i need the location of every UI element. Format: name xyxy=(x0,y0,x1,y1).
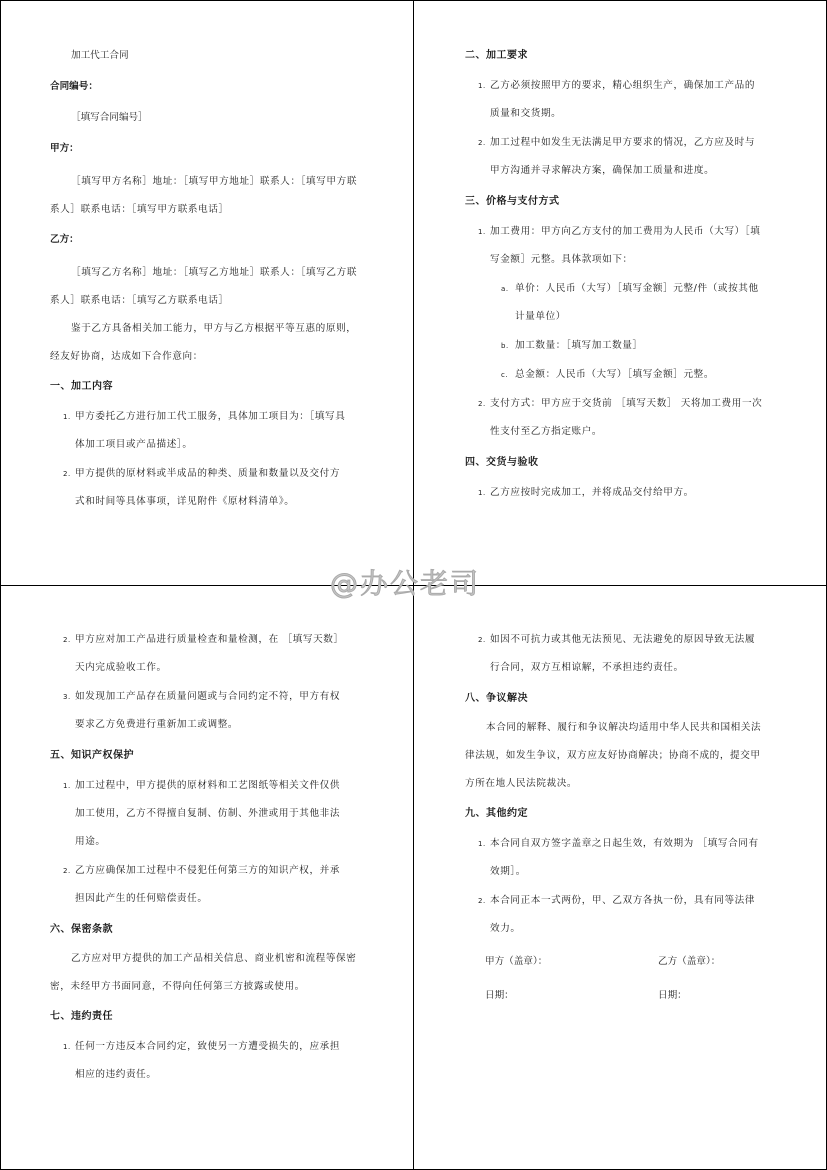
list-line: 性支付至乙方指定账户。 xyxy=(490,426,603,437)
list-line: 甲方应对加工产品进行质量检查和量检测，在 ［填写天数］ xyxy=(75,634,344,645)
page-top-right xyxy=(465,40,790,508)
list-line: 用途。 xyxy=(75,836,106,847)
party-a-label: 甲方： xyxy=(50,143,79,154)
section-4-item-3 xyxy=(50,683,375,739)
section-3-heading: 三、价格与支付方式 xyxy=(465,196,560,207)
sub-letter: a. xyxy=(501,285,509,293)
list-line: 写金额］元整。具体款项如下： xyxy=(490,254,633,265)
section-2-heading: 二、加工要求 xyxy=(465,50,528,61)
list-line: 单价：人民币（大写）［填写金额］元整/件（或按其他 xyxy=(515,283,759,294)
section-1-heading: 一、加工内容 xyxy=(50,381,113,392)
section-1-item-1 xyxy=(50,403,375,459)
list-number: 2. xyxy=(63,867,71,875)
list-number: 2. xyxy=(63,470,71,478)
list-line: 加工使用，乙方不得擅自复制、仿制、外泄或用于其他非法 xyxy=(75,808,341,819)
sub-letter: c. xyxy=(501,371,509,379)
list-line: 加工过程中，甲方提供的原材料和工艺图纸等相关文件仅供 xyxy=(75,780,341,791)
party-b-line1: ［填写乙方名称］地址：［填写乙方地址］联系人：［填写乙方联 xyxy=(71,267,358,278)
list-number: 3. xyxy=(63,693,71,701)
list-line: 甲方提供的原材料或半成品的种类、质量和数量以及交付方 xyxy=(75,468,341,479)
list-number: 2. xyxy=(478,400,486,408)
list-line: 相应的违约责任。 xyxy=(75,1069,157,1080)
contract-no-value: ［填写合同编号］ xyxy=(71,112,148,123)
list-line: 如因不可抗力或其他无法预见、无法避免的原因导致无法履 xyxy=(490,634,756,645)
party-a-line2: 系人］联系电话：［填写甲方联系电话］ xyxy=(50,204,229,215)
section-4-heading: 四、交货与验收 xyxy=(465,457,539,468)
list-line: 式和时间等具体事项，详见附件《原材料清单》。 xyxy=(75,496,295,507)
list-line: 乙方应确保加工过程中不侵犯任何第三方的知识产权，并承 xyxy=(75,865,341,876)
section-4-item-1 xyxy=(465,479,790,507)
list-number: 1. xyxy=(478,228,486,236)
section-7-item-2 xyxy=(465,626,790,682)
contract-no-label: 合同编号： xyxy=(50,81,98,92)
section-5-heading: 五、知识产权保护 xyxy=(50,750,134,761)
list-number: 1. xyxy=(63,782,71,790)
section-8-heading: 八、争议解决 xyxy=(465,693,528,704)
page-bottom-right xyxy=(465,625,790,1011)
list-line: 体加工项目或产品描述］。 xyxy=(75,439,193,450)
list-line: 任何一方违反本合同约定，致使另一方遭受损失的，应承担 xyxy=(75,1041,341,1052)
list-line: 天内完成验收工作。 xyxy=(75,662,167,673)
party-a-line1: ［填写甲方名称］地址：［填写甲方地址］联系人：［填写甲方联 xyxy=(71,176,358,187)
watermark-text: @办公老司 xyxy=(330,567,481,600)
list-number: 2. xyxy=(478,139,486,147)
list-line: 计量单位） xyxy=(515,311,566,322)
section-3-item-1 xyxy=(465,218,790,274)
section-3-subitem-b xyxy=(465,332,790,360)
list-line: 乙方必须按照甲方的要求，精心组织生产，确保加工产品的 xyxy=(490,80,756,91)
party-b-date-label: 日期： xyxy=(658,990,687,1001)
section-8-body xyxy=(465,714,790,798)
section-6-line1: 乙方应对甲方提供的加工产品相关信息、商业机密和流程等保密 xyxy=(71,953,357,964)
list-line: 行合同，双方互相谅解，不承担违约责任。 xyxy=(490,662,684,673)
party-a-info xyxy=(50,168,375,224)
date-row xyxy=(465,981,790,1011)
list-line: 乙方应按时完成加工，并将成品交付给甲方。 xyxy=(490,487,694,498)
section-7-heading: 七、违约责任 xyxy=(50,1011,113,1022)
section-1-item-2 xyxy=(50,460,375,516)
list-line: 甲方委托乙方进行加工代工服务，具体加工项目为：［填写具 xyxy=(75,411,346,422)
list-line: 效期］。 xyxy=(490,866,526,877)
page-top-left xyxy=(50,40,375,517)
section-7-item-1 xyxy=(50,1033,375,1089)
section-9-heading: 九、其他约定 xyxy=(465,808,528,819)
section-2-item-2 xyxy=(465,129,790,185)
section-5-item-2 xyxy=(50,857,375,913)
sub-letter: b. xyxy=(501,342,509,350)
list-number: 1. xyxy=(63,413,71,421)
list-line: 支付方式：甲方应于交货前 ［填写天数］ 天将加工费用一次 xyxy=(490,398,763,409)
preamble xyxy=(50,315,375,371)
section-3-item-2 xyxy=(465,390,790,446)
party-a-seal-label: 甲方（盖章）： xyxy=(485,956,548,967)
list-line: 加工费用：甲方向乙方支付的加工费用为人民币（大写）［填 xyxy=(490,226,761,237)
section-8-line3: 方所在地人民法院裁决。 xyxy=(465,778,578,789)
party-b-info xyxy=(50,259,375,315)
list-line: 总金额：人民币（大写）［填写金额］元整。 xyxy=(515,369,715,380)
list-number: 2. xyxy=(478,897,486,905)
section-3-subitem-c xyxy=(465,361,790,389)
page-bottom-left xyxy=(50,625,375,1090)
party-a-date-label: 日期： xyxy=(485,990,514,1001)
list-line: 质量和交货期。 xyxy=(490,108,562,119)
list-number: 1. xyxy=(478,82,486,90)
section-3-subitem-a xyxy=(465,275,790,331)
list-number: 2. xyxy=(478,636,486,644)
section-8-line2: 律法规，如发生争议，双方应友好协商解决；协商不成的，提交甲 xyxy=(465,750,761,761)
section-6-line2: 密，未经甲方书面同意，不得向任何第三方披露或使用。 xyxy=(50,981,305,992)
section-5-item-1 xyxy=(50,772,375,856)
section-8-line1: 本合同的解释、履行和争议解决均适用中华人民共和国相关法 xyxy=(486,722,762,733)
party-b-label: 乙方： xyxy=(50,234,79,245)
list-line: 如发现加工产品存在质量问题或与合同约定不符，甲方有权 xyxy=(75,691,341,702)
contract-title: 加工代工合同 xyxy=(71,50,129,61)
signature-row xyxy=(465,947,790,977)
list-line: 本合同正本一式两份，甲、乙双方各执一份，具有同等法律 xyxy=(490,895,756,906)
list-line: 担因此产生的任何赔偿责任。 xyxy=(75,893,208,904)
list-number: 1. xyxy=(478,840,486,848)
section-9-item-2 xyxy=(465,887,790,943)
section-6-body xyxy=(50,945,375,1001)
list-line: 甲方沟通并寻求解决方案，确保加工质量和进度。 xyxy=(490,165,715,176)
section-4-item-2 xyxy=(50,626,375,682)
list-number: 2. xyxy=(63,636,71,644)
list-line: 要求乙方免费进行重新加工或调整。 xyxy=(75,719,239,730)
list-line: 加工过程中如发生无法满足甲方要求的情况，乙方应及时与 xyxy=(490,137,756,148)
list-number: 1. xyxy=(478,489,486,497)
preamble-line2: 经友好协商，达成如下合作意向： xyxy=(50,351,203,362)
preamble-line1: 鉴于乙方具备相关加工能力，甲方与乙方根据平等互惠的原则， xyxy=(71,323,357,334)
section-6-heading: 六、保密条款 xyxy=(50,924,113,935)
party-b-line2: 系人］联系电话：［填写乙方联系电话］ xyxy=(50,295,229,306)
section-2-item-1 xyxy=(465,72,790,128)
list-line: 加工数量：［填写加工数量］ xyxy=(515,340,643,351)
section-9-item-1 xyxy=(465,830,790,886)
list-number: 1. xyxy=(63,1043,71,1051)
party-b-seal-label: 乙方（盖章）： xyxy=(658,956,721,967)
list-line: 本合同自双方签字盖章之日起生效，有效期为 ［填写合同有 xyxy=(490,838,759,849)
list-line: 效力。 xyxy=(490,923,521,934)
